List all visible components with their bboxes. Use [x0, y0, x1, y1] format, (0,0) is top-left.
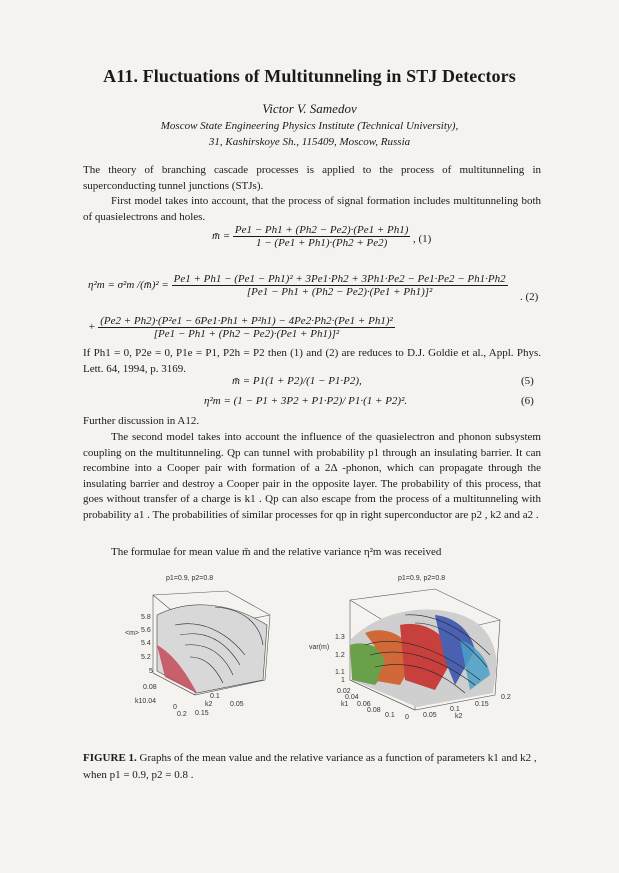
- caption-text: Graphs of the mean value and the relative variance as a function of parameters k1 and k2 , when p1 = 0.9, p2 = 0.8 .: [83, 752, 537, 781]
- left-zcorner: 5: [149, 668, 153, 675]
- left-xtick-0: 0.08: [143, 684, 157, 691]
- figure-caption: [83, 750, 543, 784]
- first-model-paragraph: First model takes into account, that the process of signal formation includes multitunneling both of quasielectrons and holes.: [83, 195, 541, 223]
- right-ytick-1: 0.05: [423, 712, 437, 719]
- right-zlabel: var(m): [309, 644, 330, 651]
- left-surface-plot: [105, 585, 305, 725]
- left-ytick-0: 0.15: [195, 710, 209, 717]
- right-surface-plot: [305, 585, 525, 730]
- left-zlabel: <m>: [125, 630, 140, 637]
- right-plot-title: p1=0.9, p2=0.8: [398, 575, 446, 582]
- right-zcorner: 1: [341, 677, 345, 684]
- right-xtick-2: 0.06: [357, 701, 371, 708]
- equation-6: η²m = (1 − P1 + 3P2 + P1·P2)/ P1·(1 + P2)².: [204, 395, 408, 407]
- left-ztick-1: 5.6: [141, 627, 151, 634]
- eq2-label: . (2): [520, 291, 539, 303]
- affiliation-line-2: 31, Kashirskoye Sh., 115409, Moscow, Russia: [208, 136, 411, 148]
- affiliation-line-1: Moscow State Engineering Physics Institute (Technical University),: [160, 120, 459, 132]
- paper-title: A11. Fluctuations of Multitunneling in STJ Detectors: [103, 66, 516, 86]
- right-ztick-1: 1.2: [335, 652, 345, 659]
- right-ytick-4: 0.15: [475, 701, 489, 708]
- eq2-denominator-2: [Pe1 − Ph1 + (Ph2 − Pe2)·(Pe1 + Ph1)]²: [153, 328, 340, 340]
- eq5-label: (5): [521, 375, 534, 387]
- caption-label: FIGURE 1.: [83, 752, 137, 764]
- right-ytick-3: k2: [455, 713, 463, 720]
- left-xtick-1: k10.04: [135, 698, 157, 705]
- equation-1: [212, 224, 410, 249]
- left-xtick-2: 0: [173, 704, 177, 711]
- author-name: Victor V. Samedov: [262, 101, 357, 116]
- right-ytick-5: 0.2: [501, 694, 511, 701]
- equation-2-part-1: [88, 273, 508, 298]
- right-xtick-5: 0.02: [337, 688, 351, 695]
- equation-5: m̄ = P1(1 + P2)/(1 − P1·P2),: [232, 375, 362, 387]
- eq1-numerator: Pe1 − Ph1 + (Ph2 − Pe2)·(Pe1 + Ph1): [234, 224, 409, 236]
- eq2-numerator-2: (Pe2 + Ph2)·(P²e1 − 6Pe1·Ph1 + P²h1) − 4Pe2·Ph2·(Pe1 + Ph1)²: [100, 315, 393, 327]
- right-xtick-3: 0.08: [367, 707, 381, 714]
- right-xtick-1: k1: [341, 701, 349, 708]
- right-xtick-4: 0.1: [385, 712, 395, 719]
- equation-2-part-2: [88, 315, 395, 340]
- eq6-label: (6): [521, 395, 534, 407]
- eq2-denominator-1: [Pe1 − Ph1 + (Ph2 − Pe2)·(Pe1 + Ph1)]²: [246, 286, 433, 298]
- right-ytick-0: 0: [405, 714, 409, 721]
- right-ztick-0: 1.3: [335, 634, 345, 641]
- eq2-plus: +: [88, 321, 96, 334]
- further-discussion: Further discussion in A12.: [83, 415, 200, 427]
- formulae-paragraph: The formulae for mean value m̄ and the relative variance η²m was received: [111, 546, 442, 558]
- second-model-paragraph: The second model takes into account the influence of the quasielectron and phonon subsystem coupling on the multitunneling. Qp can tunnel with probability p1 through an insulating barrier. It can recombine into a Cooper pair with formation of a 2Δ -phonon, which can propagate through the insulating barrier and destroy a Cooper pair in the opposite layer. The probability of this process, that goes without transfer of a charge is k1 . Qp can also escape from the process of a multitunneling with probability a1 . The probabilities of similar processes for qp in right superconductor are p2 , k2 and a2 .: [83, 431, 541, 521]
- right-ztick-2: 1.1: [335, 669, 345, 676]
- left-ztick-3: 5.2: [141, 654, 151, 661]
- intro-paragraph: The theory of branching cascade processes is applied to the process of multitunneling in superconducting tunnel junctions (STJs).: [83, 164, 541, 192]
- left-ytick-1: k2: [205, 701, 213, 708]
- goldie-paragraph: If Ph1 = 0, P2e = 0, P1e = P1, P2h = P2 then (1) and (2) are reduces to D.J. Goldie et al., Appl. Phys. Lett. 64, 1994, p. 3169.: [83, 347, 541, 375]
- left-ytick-3: 0.05: [230, 701, 244, 708]
- eq2-lhs: η²m = σ²m /(m̄)² =: [88, 279, 169, 292]
- eq2-numerator-1: Pe1 + Ph1 − (Pe1 − Ph1)² + 3Pe1·Ph2 + 3Ph1·Pe2 − Pe1·Pe2 − Ph1·Ph2: [173, 273, 506, 285]
- right-xtick-0: 0.04: [345, 694, 359, 701]
- left-ytick-2: 0.1: [210, 693, 220, 700]
- right-ytick-2: 0.1: [450, 706, 460, 713]
- left-ztick-2: 5.4: [141, 640, 151, 647]
- eq1-label: , (1): [413, 233, 432, 245]
- eq1-lhs: m̄ =: [212, 230, 231, 243]
- left-plot-title: p1=0.9, p2=0.8: [166, 575, 214, 582]
- left-ztick-0: 5.8: [141, 614, 151, 621]
- eq1-denominator: 1 − (Pe1 + Ph1)·(Ph2 + Pe2): [256, 237, 388, 249]
- left-xtick-3: 0.2: [177, 711, 187, 718]
